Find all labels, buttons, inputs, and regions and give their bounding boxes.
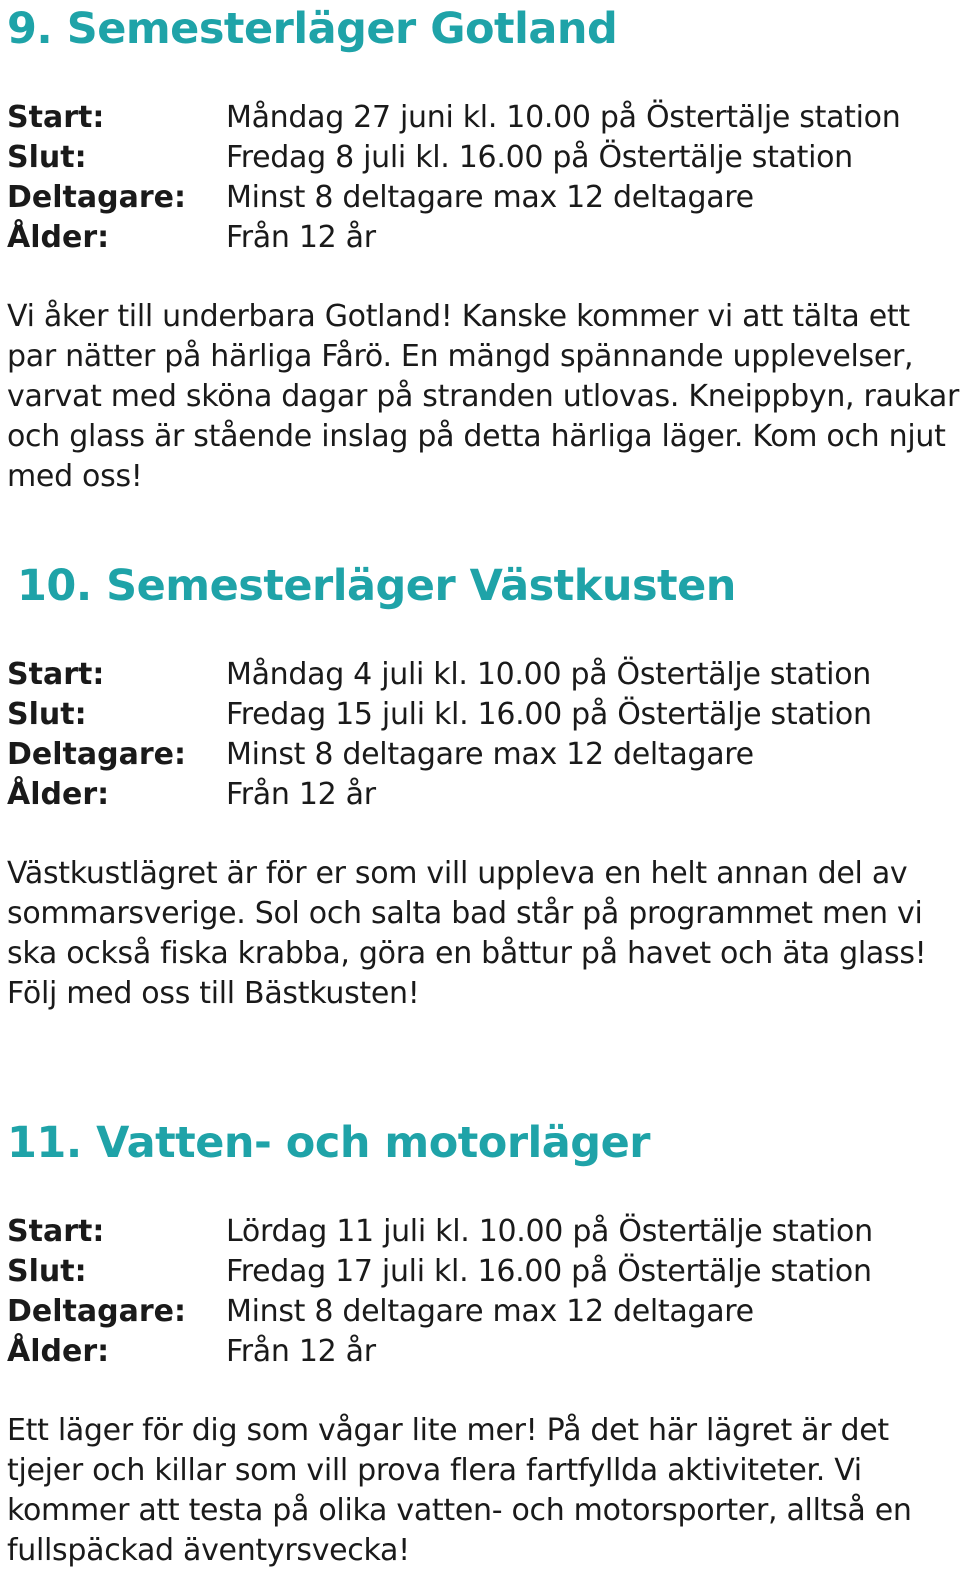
camp-info-table <box>7 98 957 258</box>
age-value: Från 12 år <box>226 777 376 812</box>
participants-label: Deltagare: <box>7 180 186 215</box>
end-label: Slut: <box>7 1254 87 1289</box>
camp-info-table <box>7 655 957 815</box>
participants-value: Minst 8 deltagare max 12 deltagare <box>226 180 754 215</box>
start-value: Måndag 27 juni kl. 10.00 på Östertälje station <box>226 100 901 135</box>
end-value: Fredag 8 juli kl. 16.00 på Östertälje station <box>226 140 853 175</box>
camp-section-vatten-motor <box>7 1118 957 1571</box>
start-label: Start: <box>7 657 105 692</box>
start-value: Måndag 4 juli kl. 10.00 på Östertälje station <box>226 657 871 692</box>
camp-description: Västkustlägret är för er som vill uppleva en helt annan del av sommarsverige. Sol och salta bad står på programmet men vi ska också fiska krabba, göra en båttur på havet och äta glass! Följ med oss till Bästkusten! <box>7 856 927 1011</box>
participants-label: Deltagare: <box>7 737 186 772</box>
camp-section-gotland <box>7 4 957 497</box>
camp-section-vastkusten <box>17 561 960 611</box>
camp-description: Ett läger för dig som vågar lite mer! På det här lägret är det tjejer och killar som vill prova flera fartfyllda aktiviteter. Vi kommer att testa på olika vatten- och motorsporter, alltså en fullspäckad äventyrsvecka! <box>7 1413 912 1568</box>
age-label: Ålder: <box>7 777 110 812</box>
start-value: Lördag 11 juli kl. 10.00 på Östertälje station <box>226 1214 873 1249</box>
age-value: Från 12 år <box>226 220 376 255</box>
camp-info-table <box>7 1212 957 1372</box>
end-value: Fredag 17 juli kl. 16.00 på Östertälje station <box>226 1254 872 1289</box>
age-value: Från 12 år <box>226 1334 376 1369</box>
end-label: Slut: <box>7 140 87 175</box>
end-label: Slut: <box>7 697 87 732</box>
camp-heading: 10. Semesterläger Västkusten <box>17 561 736 611</box>
participants-value: Minst 8 deltagare max 12 deltagare <box>226 737 754 772</box>
age-label: Ålder: <box>7 220 110 255</box>
participants-value: Minst 8 deltagare max 12 deltagare <box>226 1294 754 1329</box>
end-value: Fredag 15 juli kl. 16.00 på Östertälje station <box>226 697 872 732</box>
camp-description: Vi åker till underbara Gotland! Kanske kommer vi att tälta ett par nätter på härliga Fårö. En mängd spännande upplevelser, varvat med sköna dagar på stranden utlovas. Kneippbyn, raukar och glass är stående inslag på detta härliga läger. Kom och njut med oss! <box>7 299 959 494</box>
participants-label: Deltagare: <box>7 1294 186 1329</box>
age-label: Ålder: <box>7 1334 110 1369</box>
camp-section-vastkusten-body <box>7 611 957 1014</box>
camp-heading: 9. Semesterläger Gotland <box>7 4 618 54</box>
camp-heading: 11. Vatten- och motorläger <box>7 1118 650 1168</box>
start-label: Start: <box>7 1214 105 1249</box>
start-label: Start: <box>7 100 105 135</box>
